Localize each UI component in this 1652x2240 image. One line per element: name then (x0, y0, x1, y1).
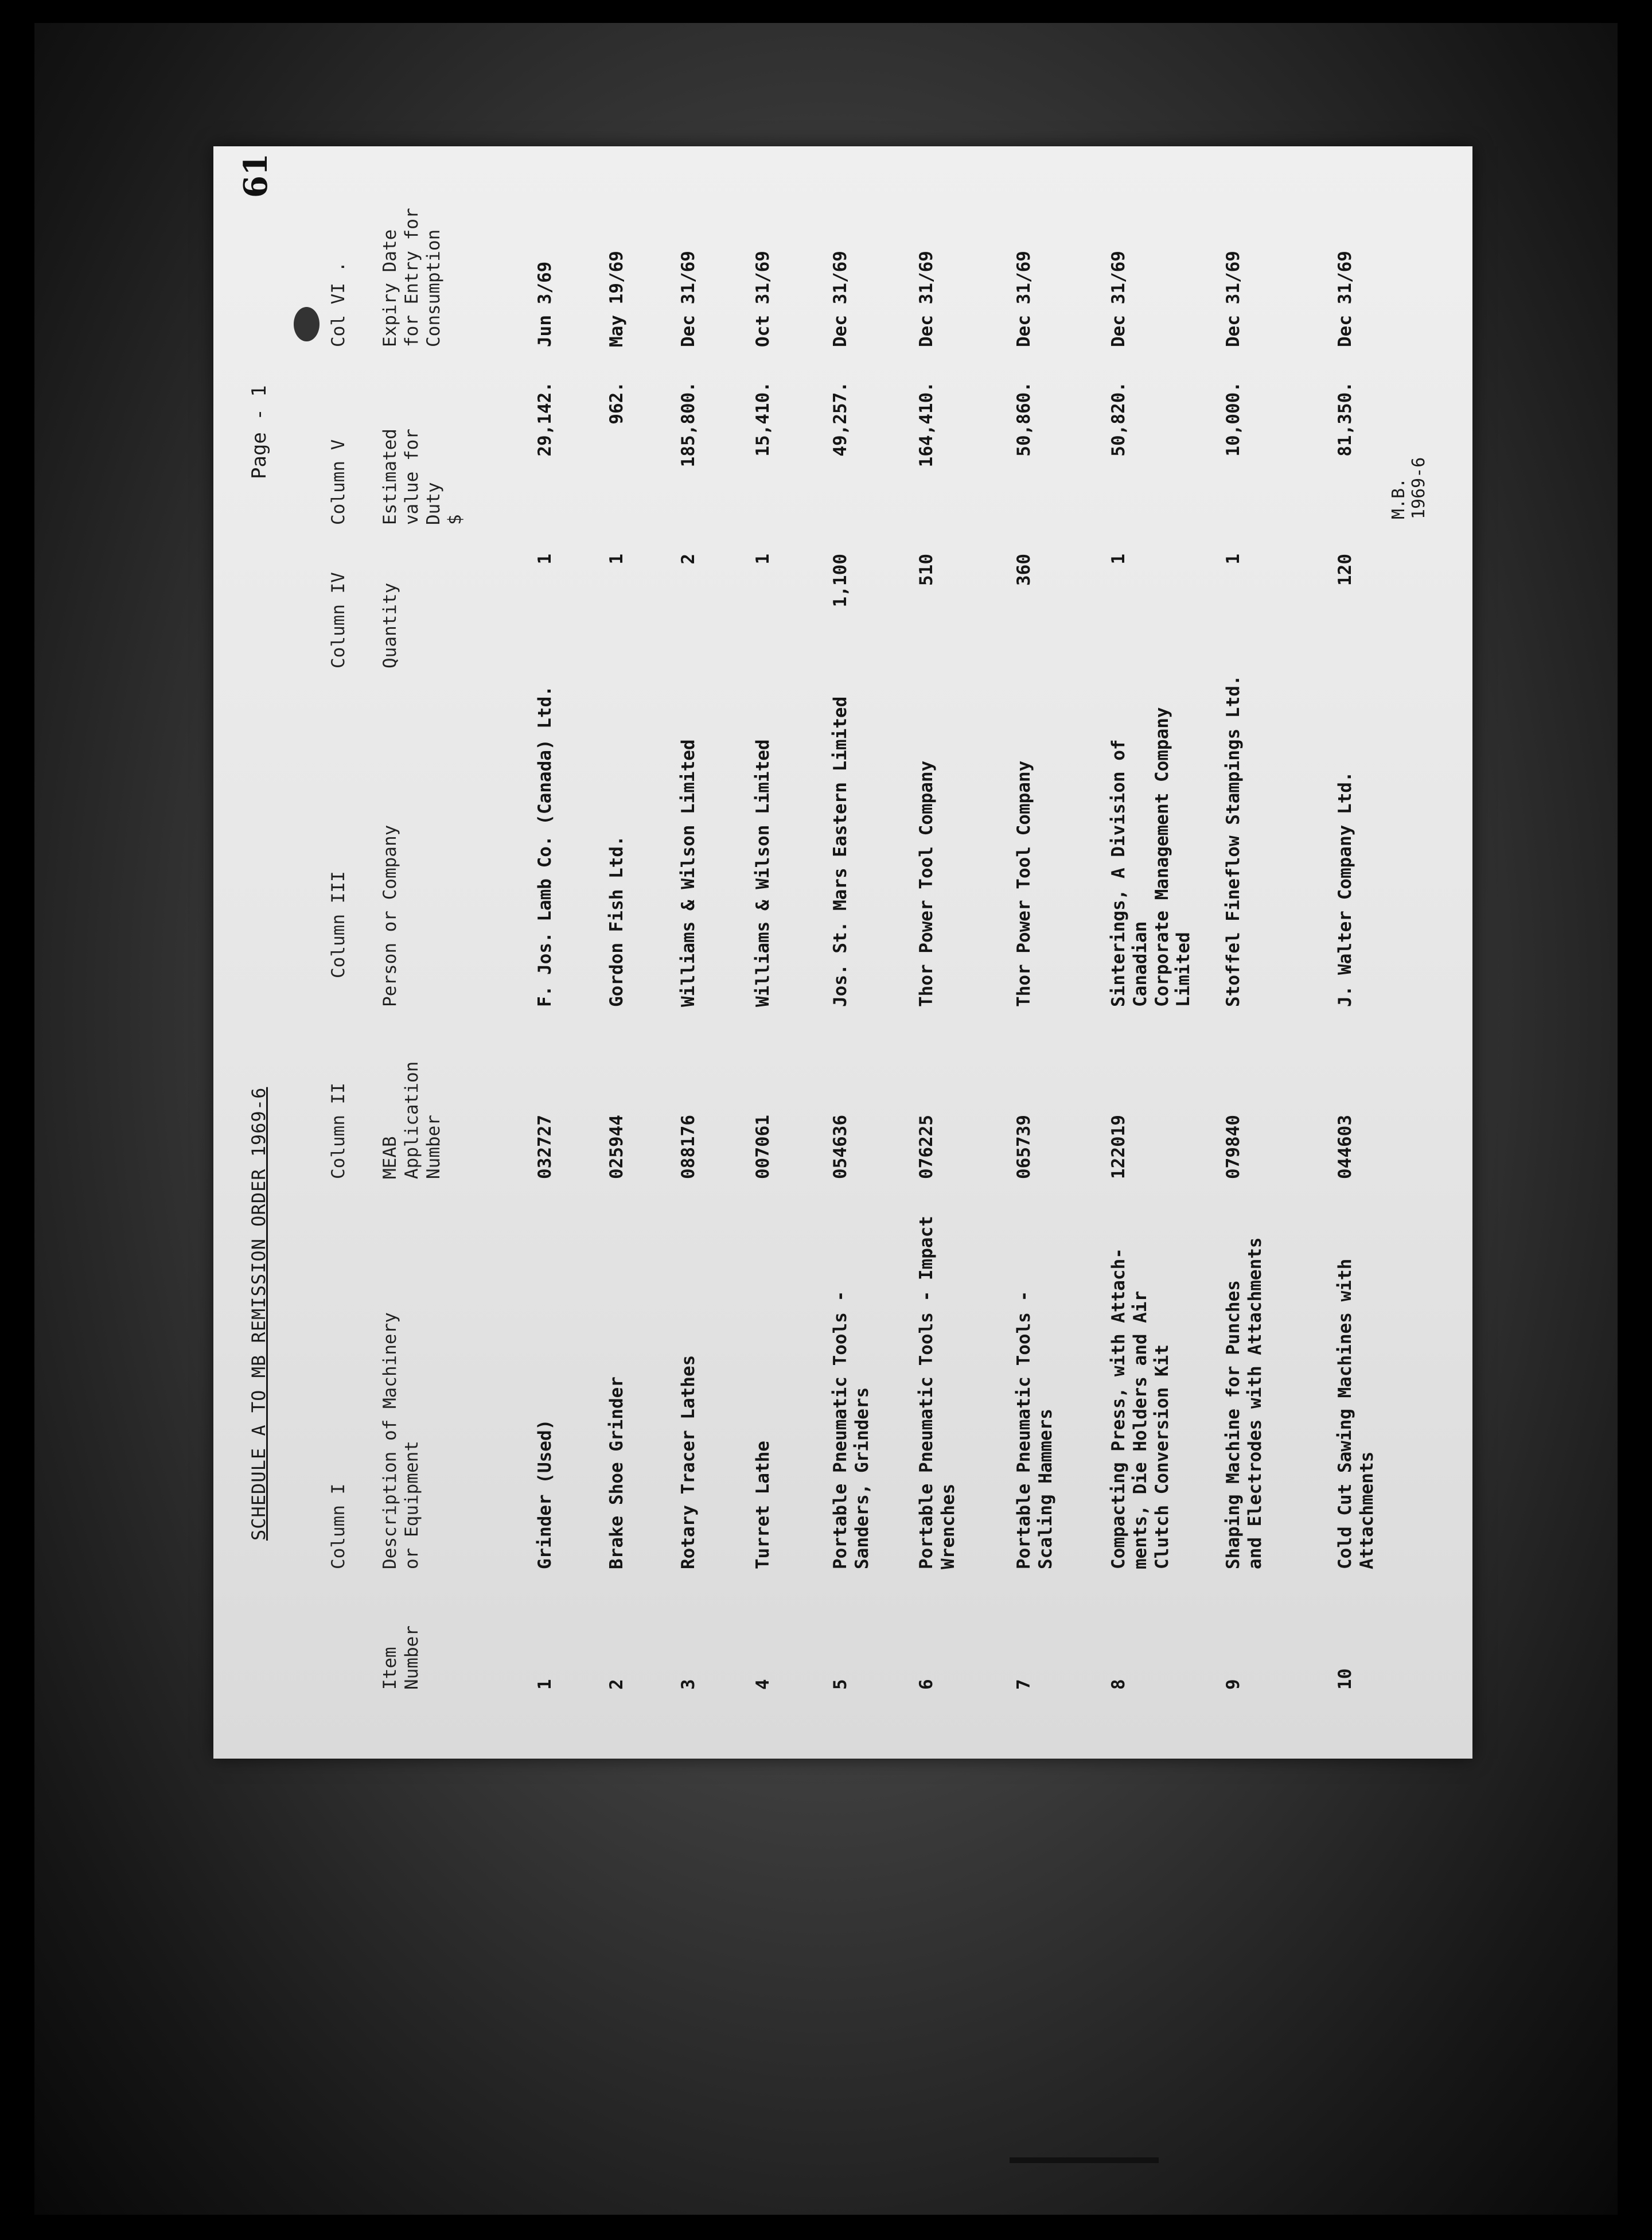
cell-item: 6 (916, 1679, 937, 1690)
cell-item: 7 (1014, 1679, 1034, 1690)
cell-quantity: 1 (753, 554, 773, 565)
cell-description: Cold Cut Sawing Machines with Attachments (1335, 1258, 1377, 1569)
film-edge-right (1618, 0, 1652, 2240)
ink-spot (294, 307, 320, 341)
cell-quantity: 510 (916, 554, 937, 586)
film-edge-top (0, 0, 1652, 23)
cell-person: J. Walter Company Ltd. (1335, 771, 1355, 1007)
cell-item: 10 (1335, 1668, 1355, 1690)
cell-meab: 065739 (1014, 1115, 1034, 1179)
cell-expiry: Dec 31/69 (1223, 251, 1244, 347)
cell-person: Stoffel Fineflow Stampings Ltd. (1223, 675, 1244, 1007)
column-label-3: Column III (328, 871, 349, 978)
cell-description: Portable Pneumatic Tools - Sanders, Grinders (830, 1290, 872, 1569)
cell-meab: 044603 (1335, 1115, 1355, 1179)
cell-person: Williams & Wilson Limited (678, 739, 699, 1007)
cell-quantity: 1,100 (830, 554, 851, 608)
cell-value: 49,257. (830, 382, 851, 457)
schedule-title: SCHEDULE A TO MB REMISSION ORDER 1969-6 (248, 1087, 270, 1541)
header-description: Description of Machinery or Equipment (380, 1312, 422, 1569)
document-page (213, 146, 1472, 1759)
order-stamp: M.B. 1969-6 (1389, 457, 1429, 519)
header-person: Person or Company (380, 825, 400, 1007)
page-label: Page - 1 (248, 385, 271, 479)
rotated-page-content (213, 146, 1472, 1759)
cell-person: Thor Power Tool Company (916, 760, 937, 1007)
cell-person: Williams & Wilson Limited (753, 739, 773, 1007)
cell-item: 2 (606, 1679, 627, 1690)
cell-expiry: Dec 31/69 (916, 251, 937, 347)
cell-quantity: 360 (1014, 554, 1034, 586)
cell-item: 5 (830, 1679, 851, 1690)
film-edge-left (0, 0, 34, 2240)
cell-meab: 122019 (1108, 1115, 1129, 1179)
header-meab: MEAB Application Number (380, 1061, 444, 1179)
cell-description: Shaping Machine for Punches and Electrodes with Attachments (1223, 1237, 1265, 1569)
cell-value: 81,350. (1335, 382, 1355, 457)
cell-person: Jos. St. Mars Eastern Limited (830, 696, 851, 1007)
cell-description: Brake Shoe Grinder (606, 1376, 627, 1569)
cell-expiry: Dec 31/69 (1335, 251, 1355, 347)
cell-expiry: Jun 3/69 (535, 261, 555, 347)
cell-person: F. Jos. Lamb Co. (Canada) Ltd. (535, 686, 555, 1007)
cell-description: Turret Lathe (753, 1441, 773, 1569)
column-label-1: Column I (328, 1483, 349, 1569)
cell-item: 8 (1108, 1679, 1129, 1690)
cell-description: Portable Pneumatic Tools - Impact Wrenches (916, 1216, 959, 1569)
cell-expiry: Dec 31/69 (830, 251, 851, 347)
cell-expiry: May 19/69 (606, 251, 627, 347)
cell-quantity: 1 (535, 554, 555, 565)
cell-person: Thor Power Tool Company (1014, 760, 1034, 1007)
cell-description: Grinder (Used) (535, 1419, 555, 1569)
column-label-2: Column II (328, 1083, 349, 1179)
cell-person: Sinterings, A Division of Canadian Corporate Management Company Limited (1108, 707, 1194, 1007)
cell-value: 962. (606, 382, 627, 425)
cell-value: 15,410. (753, 382, 773, 457)
cell-quantity: 2 (678, 554, 699, 565)
cell-quantity: 1 (1223, 554, 1244, 565)
cell-item: 1 (535, 1679, 555, 1690)
cell-value: 10,000. (1223, 382, 1244, 457)
header-quantity: Quantity (380, 582, 400, 668)
cell-value: 29,142. (535, 382, 555, 457)
cell-item: 4 (753, 1679, 773, 1690)
cell-quantity: 120 (1335, 554, 1355, 586)
cell-meab: 007061 (753, 1115, 773, 1179)
cell-meab: 079840 (1223, 1115, 1244, 1179)
cell-value: 50,820. (1108, 382, 1129, 457)
cell-quantity: 1 (1108, 554, 1129, 565)
cell-meab: 025944 (606, 1115, 627, 1179)
cell-expiry: Dec 31/69 (678, 251, 699, 347)
cell-item: 9 (1223, 1679, 1244, 1690)
column-label-4: Column IV (328, 572, 349, 668)
column-label-5: Column V (328, 439, 349, 525)
film-edge-bottom (0, 2215, 1652, 2240)
page-number: 61 (237, 153, 275, 198)
cell-expiry: Oct 31/69 (753, 251, 773, 347)
cell-expiry: Dec 31/69 (1014, 251, 1034, 347)
cell-value: 50,860. (1014, 382, 1034, 457)
cell-person: Gordon Fish Ltd. (606, 835, 627, 1007)
cell-description: Compacting Press, with Attach- ments, Die Holders and Air Clutch Conversion Kit (1108, 1248, 1172, 1569)
header-value: Estimated value for Duty $ (380, 429, 466, 525)
header-item: Item Number (380, 1625, 422, 1690)
header-expiry: Expiry Date for Entry for Consumption (380, 208, 444, 347)
film-scratch (1010, 2157, 1159, 2163)
cell-meab: 054636 (830, 1115, 851, 1179)
cell-item: 3 (678, 1679, 699, 1690)
cell-quantity: 1 (606, 554, 627, 565)
cell-description: Portable Pneumatic Tools - Scaling Hammers (1014, 1290, 1056, 1569)
cell-value: 164,410. (916, 382, 937, 468)
cell-meab: 076225 (916, 1115, 937, 1179)
column-label-6: Col VI . (328, 261, 349, 347)
cell-expiry: Dec 31/69 (1108, 251, 1129, 347)
cell-meab: 088176 (678, 1115, 699, 1179)
cell-description: Rotary Tracer Lathes (678, 1355, 699, 1569)
cell-value: 185,800. (678, 382, 699, 468)
cell-meab: 032727 (535, 1115, 555, 1179)
